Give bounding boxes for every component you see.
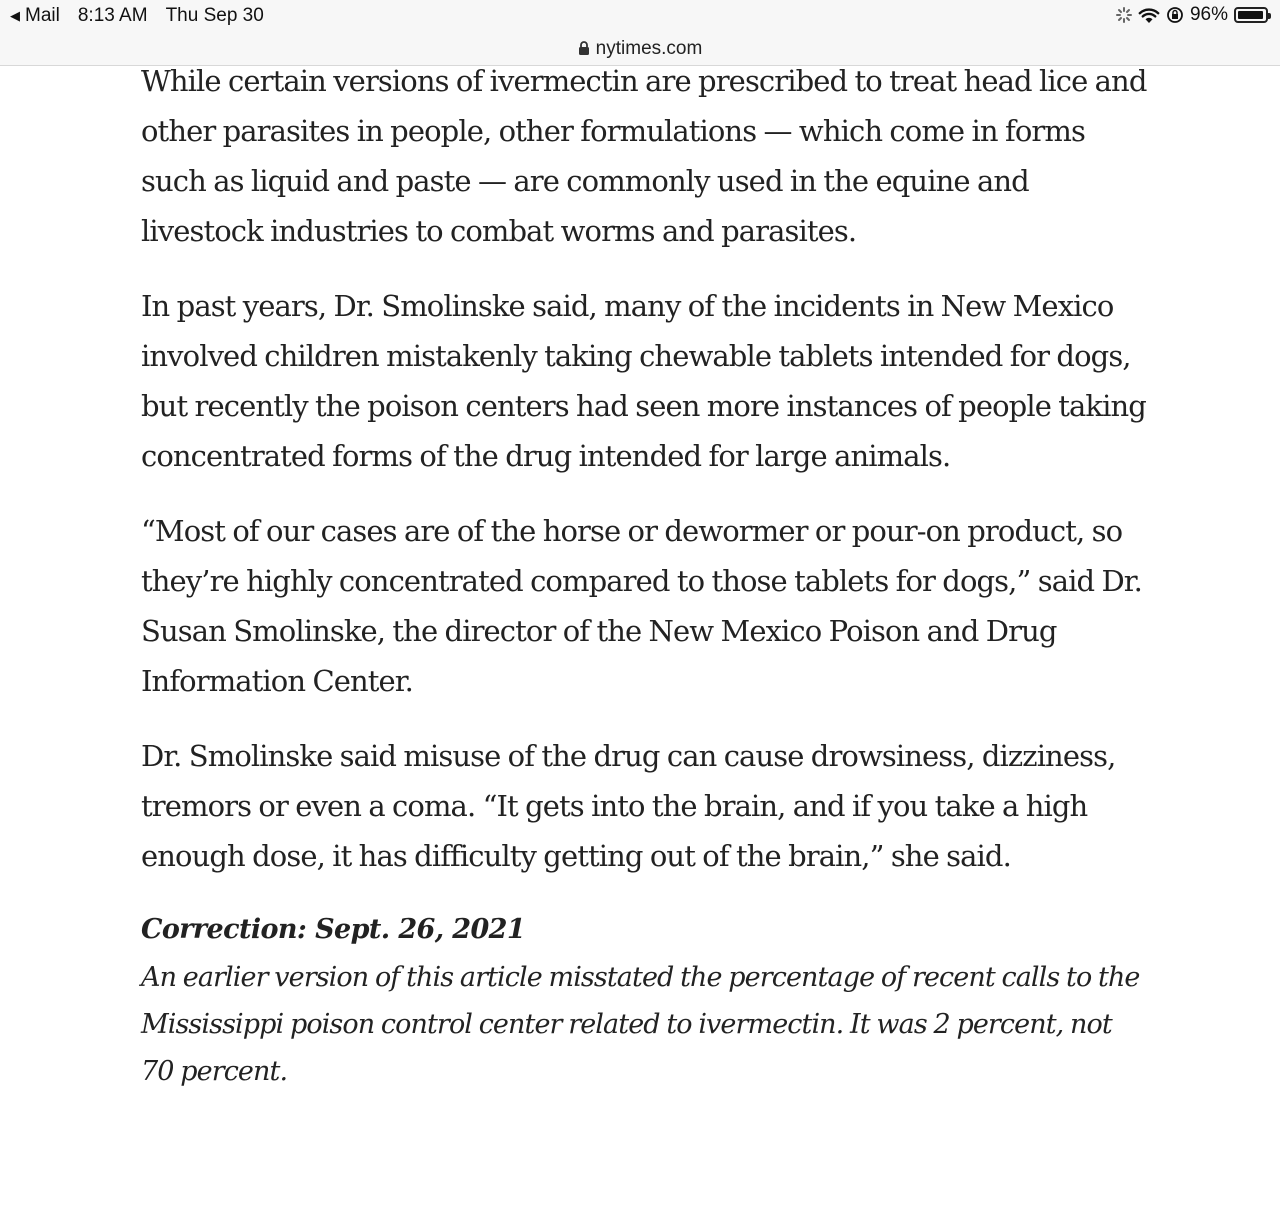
wifi-icon: [1138, 7, 1160, 24]
status-time: 8:13 AM: [77, 5, 148, 26]
article-paragraph: “Most of our cases are of the horse or dewormer or pour-on product, so they’re highly concentrated compared to those tablets for dogs,” said Dr. Susan Smolinske, the director of the New Mexico Poison and Drug Information Center.: [141, 514, 1142, 698]
url-domain: nytimes.com: [595, 37, 703, 59]
back-app-label: Mail: [25, 5, 60, 26]
back-arrow-icon: ◀: [10, 8, 20, 23]
battery-icon: [1234, 7, 1268, 23]
correction-block: [141, 906, 1151, 1095]
status-bar-left: [10, 5, 264, 27]
battery-fill: [1238, 11, 1263, 19]
lock-icon: [578, 41, 590, 56]
article-paragraph: Dr. Smolinske said misuse of the drug can cause drowsiness, dizziness, tremors or even a coma. “It gets into the brain, and if you take a high enough dose, it has difficulty getting out of the brain,” she said.: [141, 739, 1116, 873]
article-paragraph: While certain versions of ivermectin are prescribed to treat head lice and other parasites in people, other formulations — which come in forms such as liquid and paste — are commonly used in the equine and livestock industries to combat worms and parasites.: [141, 64, 1147, 248]
activity-spinner-icon: [1116, 7, 1132, 23]
status-bar-right: [1110, 4, 1268, 26]
correction-text: An earlier version of this article misstated the percentage of recent calls to the Mississippi poison control center related to ivermectin. It was 2 percent, not 70 percent.: [141, 962, 1140, 1087]
status-date: Thu Sep 30: [165, 5, 264, 26]
back-to-app-button[interactable]: [10, 5, 60, 27]
orientation-lock-icon: [1166, 6, 1184, 24]
article-body: [141, 56, 1151, 1095]
status-bar: [0, 0, 1280, 32]
correction-title: Correction: Sept. 26, 2021: [141, 914, 526, 945]
battery-percent: 96%: [1189, 4, 1228, 25]
article-paragraph: In past years, Dr. Smolinske said, many of the incidents in New Mexico involved children mistakenly taking chewable tablets intended for dogs, but recently the poison centers had seen more instances of people taking concentrated forms of the drug intended for large animals.: [141, 289, 1146, 473]
